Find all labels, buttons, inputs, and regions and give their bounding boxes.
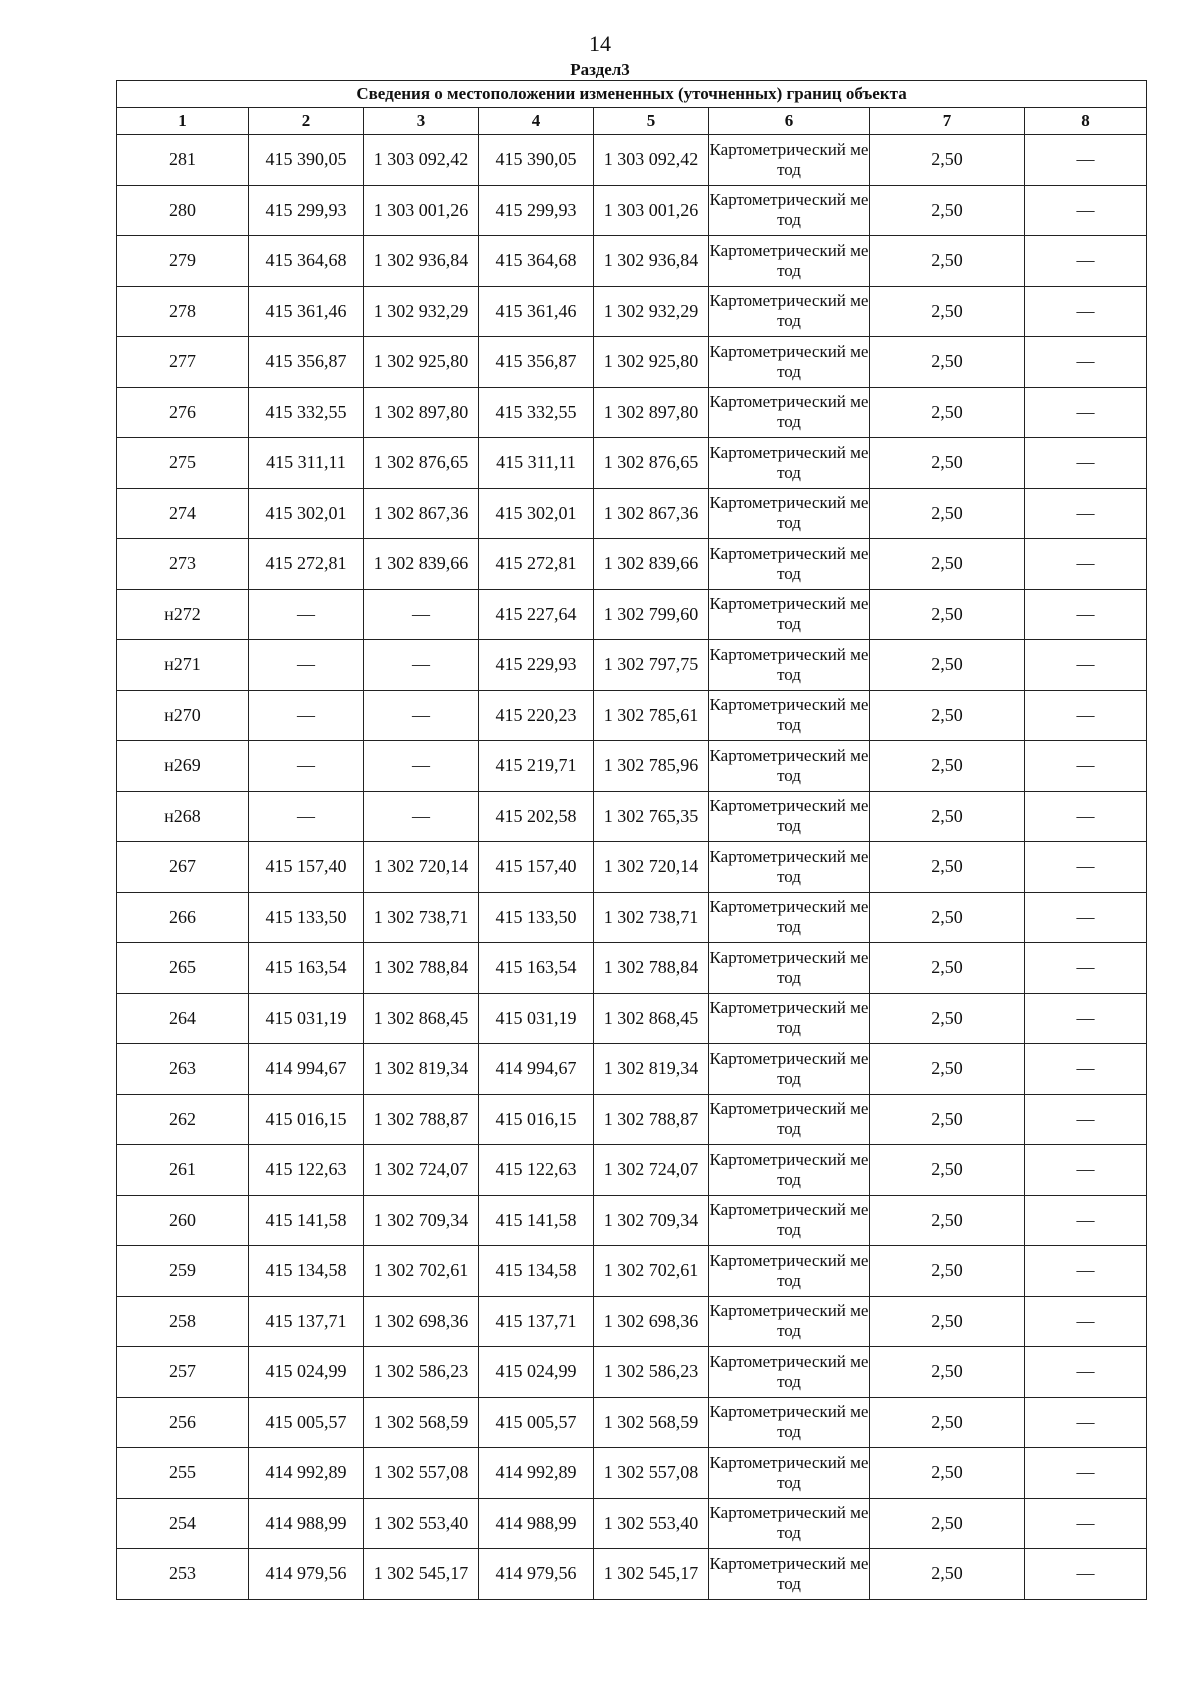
accuracy-cell: 2,50 <box>870 791 1025 842</box>
old-x-cell: — <box>249 640 364 691</box>
method-cell: Картометрический метод <box>709 1347 870 1398</box>
new-x-cell: 415 361,46 <box>479 286 594 337</box>
description-cell: — <box>1025 185 1147 236</box>
table-row <box>117 1448 1147 1499</box>
table-row <box>117 1094 1147 1145</box>
new-y-cell: 1 302 788,87 <box>594 1094 709 1145</box>
point-number-cell: 274 <box>117 488 249 539</box>
table-row <box>117 337 1147 388</box>
table-row <box>117 1397 1147 1448</box>
accuracy-cell: 2,50 <box>870 286 1025 337</box>
old-y-cell: 1 302 553,40 <box>364 1498 479 1549</box>
old-x-cell: 415 299,93 <box>249 185 364 236</box>
point-number-cell: 258 <box>117 1296 249 1347</box>
table-row <box>117 589 1147 640</box>
description-cell: — <box>1025 387 1147 438</box>
method-cell: Картометрический метод <box>709 236 870 287</box>
description-cell: — <box>1025 842 1147 893</box>
table-row <box>117 488 1147 539</box>
table-row <box>117 1296 1147 1347</box>
old-y-cell: 1 302 867,36 <box>364 488 479 539</box>
new-x-cell: 415 229,93 <box>479 640 594 691</box>
accuracy-cell: 2,50 <box>870 387 1025 438</box>
description-cell: — <box>1025 741 1147 792</box>
new-x-cell: 415 163,54 <box>479 943 594 994</box>
old-x-cell: 415 302,01 <box>249 488 364 539</box>
table-row <box>117 539 1147 590</box>
method-cell: Картометрический метод <box>709 438 870 489</box>
accuracy-cell: 2,50 <box>870 135 1025 186</box>
new-y-cell: 1 302 932,29 <box>594 286 709 337</box>
section-title: Раздел3 <box>570 60 630 79</box>
column-header: 7 <box>870 108 1025 135</box>
table-row <box>117 438 1147 489</box>
method-cell: Картометрический метод <box>709 640 870 691</box>
point-number-cell: 263 <box>117 1044 249 1095</box>
old-y-cell: 1 302 568,59 <box>364 1397 479 1448</box>
column-header: 6 <box>709 108 870 135</box>
new-y-cell: 1 302 720,14 <box>594 842 709 893</box>
old-y-cell: — <box>364 791 479 842</box>
old-y-cell: — <box>364 741 479 792</box>
point-number-cell: н269 <box>117 741 249 792</box>
new-x-cell: 415 141,58 <box>479 1195 594 1246</box>
new-y-cell: 1 302 724,07 <box>594 1145 709 1196</box>
old-y-cell: 1 302 709,34 <box>364 1195 479 1246</box>
description-cell: — <box>1025 337 1147 388</box>
table-row <box>117 1195 1147 1246</box>
new-x-cell: 415 157,40 <box>479 842 594 893</box>
new-x-cell: 415 031,19 <box>479 993 594 1044</box>
accuracy-cell: 2,50 <box>870 1498 1025 1549</box>
method-cell: Картометрический метод <box>709 892 870 943</box>
new-x-cell: 415 299,93 <box>479 185 594 236</box>
old-y-cell: 1 302 932,29 <box>364 286 479 337</box>
method-cell: Картометрический метод <box>709 1498 870 1549</box>
point-number-cell: 266 <box>117 892 249 943</box>
old-x-cell: 415 272,81 <box>249 539 364 590</box>
accuracy-cell: 2,50 <box>870 1094 1025 1145</box>
method-cell: Картометрический метод <box>709 1044 870 1095</box>
table-row <box>117 1145 1147 1196</box>
new-y-cell: 1 302 799,60 <box>594 589 709 640</box>
table-row <box>117 387 1147 438</box>
new-y-cell: 1 302 839,66 <box>594 539 709 590</box>
column-number-row <box>117 108 1147 135</box>
old-y-cell: 1 302 819,34 <box>364 1044 479 1095</box>
method-cell: Картометрический метод <box>709 943 870 994</box>
accuracy-cell: 2,50 <box>870 1195 1025 1246</box>
accuracy-cell: 2,50 <box>870 892 1025 943</box>
point-number-cell: 265 <box>117 943 249 994</box>
old-x-cell: 415 141,58 <box>249 1195 364 1246</box>
point-number-cell: 260 <box>117 1195 249 1246</box>
new-y-cell: 1 302 876,65 <box>594 438 709 489</box>
old-y-cell: 1 302 724,07 <box>364 1145 479 1196</box>
method-cell: Картометрический метод <box>709 337 870 388</box>
accuracy-cell: 2,50 <box>870 1044 1025 1095</box>
method-cell: Картометрический метод <box>709 791 870 842</box>
new-y-cell: 1 302 702,61 <box>594 1246 709 1297</box>
old-y-cell: 1 302 876,65 <box>364 438 479 489</box>
accuracy-cell: 2,50 <box>870 438 1025 489</box>
description-cell: — <box>1025 993 1147 1044</box>
point-number-cell: 278 <box>117 286 249 337</box>
table-row <box>117 1498 1147 1549</box>
old-y-cell: 1 302 557,08 <box>364 1448 479 1499</box>
accuracy-cell: 2,50 <box>870 488 1025 539</box>
column-header: 5 <box>594 108 709 135</box>
table-row <box>117 286 1147 337</box>
new-y-cell: 1 302 797,75 <box>594 640 709 691</box>
old-x-cell: 414 994,67 <box>249 1044 364 1095</box>
new-y-cell: 1 302 738,71 <box>594 892 709 943</box>
new-x-cell: 414 979,56 <box>479 1549 594 1600</box>
column-header: 2 <box>249 108 364 135</box>
new-y-cell: 1 302 765,35 <box>594 791 709 842</box>
new-y-cell: 1 302 557,08 <box>594 1448 709 1499</box>
new-y-cell: 1 302 925,80 <box>594 337 709 388</box>
method-cell: Картометрический метод <box>709 993 870 1044</box>
accuracy-cell: 2,50 <box>870 337 1025 388</box>
table-row <box>117 135 1147 186</box>
table-body <box>117 135 1147 1600</box>
point-number-cell: 261 <box>117 1145 249 1196</box>
table-row <box>117 842 1147 893</box>
accuracy-cell: 2,50 <box>870 690 1025 741</box>
point-number-cell: 253 <box>117 1549 249 1600</box>
accuracy-cell: 2,50 <box>870 1549 1025 1600</box>
description-cell: — <box>1025 690 1147 741</box>
old-x-cell: — <box>249 741 364 792</box>
point-number-cell: 279 <box>117 236 249 287</box>
description-cell: — <box>1025 640 1147 691</box>
description-cell: — <box>1025 1448 1147 1499</box>
point-number-cell: 262 <box>117 1094 249 1145</box>
old-x-cell: 415 364,68 <box>249 236 364 287</box>
new-x-cell: 415 134,58 <box>479 1246 594 1297</box>
method-cell: Картометрический метод <box>709 1246 870 1297</box>
old-x-cell: — <box>249 589 364 640</box>
old-y-cell: 1 302 925,80 <box>364 337 479 388</box>
method-cell: Картометрический метод <box>709 286 870 337</box>
new-x-cell: 415 390,05 <box>479 135 594 186</box>
new-x-cell: 415 024,99 <box>479 1347 594 1398</box>
page-number: 14 <box>589 31 611 56</box>
new-x-cell: 415 005,57 <box>479 1397 594 1448</box>
method-cell: Картометрический метод <box>709 1296 870 1347</box>
new-x-cell: 415 220,23 <box>479 690 594 741</box>
new-x-cell: 415 302,01 <box>479 488 594 539</box>
old-x-cell: 415 016,15 <box>249 1094 364 1145</box>
point-number-cell: 255 <box>117 1448 249 1499</box>
new-y-cell: 1 302 868,45 <box>594 993 709 1044</box>
description-cell: — <box>1025 892 1147 943</box>
method-cell: Картометрический метод <box>709 589 870 640</box>
point-number-cell: 257 <box>117 1347 249 1398</box>
accuracy-cell: 2,50 <box>870 842 1025 893</box>
new-y-cell: 1 302 785,61 <box>594 690 709 741</box>
old-y-cell: 1 302 788,84 <box>364 943 479 994</box>
old-x-cell: 415 356,87 <box>249 337 364 388</box>
accuracy-cell: 2,50 <box>870 539 1025 590</box>
new-x-cell: 414 992,89 <box>479 1448 594 1499</box>
table-row <box>117 1044 1147 1095</box>
point-number-cell: 280 <box>117 185 249 236</box>
column-header: 3 <box>364 108 479 135</box>
new-y-cell: 1 303 001,26 <box>594 185 709 236</box>
old-x-cell: 415 005,57 <box>249 1397 364 1448</box>
point-number-cell: 254 <box>117 1498 249 1549</box>
method-cell: Картометрический метод <box>709 135 870 186</box>
point-number-cell: н270 <box>117 690 249 741</box>
method-cell: Картометрический метод <box>709 1195 870 1246</box>
new-x-cell: 415 016,15 <box>479 1094 594 1145</box>
old-x-cell: — <box>249 690 364 741</box>
table-row <box>117 690 1147 741</box>
table-caption-row <box>117 81 1147 108</box>
table-row <box>117 1347 1147 1398</box>
table-row <box>117 640 1147 691</box>
new-y-cell: 1 302 568,59 <box>594 1397 709 1448</box>
old-y-cell: — <box>364 690 479 741</box>
accuracy-cell: 2,50 <box>870 1145 1025 1196</box>
accuracy-cell: 2,50 <box>870 1347 1025 1398</box>
new-x-cell: 415 356,87 <box>479 337 594 388</box>
column-header: 1 <box>117 108 249 135</box>
accuracy-cell: 2,50 <box>870 589 1025 640</box>
coordinates-table <box>116 80 1147 1600</box>
method-cell: Картометрический метод <box>709 185 870 236</box>
new-x-cell: 415 202,58 <box>479 791 594 842</box>
method-cell: Картометрический метод <box>709 539 870 590</box>
accuracy-cell: 2,50 <box>870 741 1025 792</box>
old-x-cell: 415 137,71 <box>249 1296 364 1347</box>
new-y-cell: 1 302 545,17 <box>594 1549 709 1600</box>
new-x-cell: 415 332,55 <box>479 387 594 438</box>
table-row <box>117 185 1147 236</box>
method-cell: Картометрический метод <box>709 1448 870 1499</box>
description-cell: — <box>1025 438 1147 489</box>
method-cell: Картометрический метод <box>709 387 870 438</box>
old-x-cell: 414 992,89 <box>249 1448 364 1499</box>
description-cell: — <box>1025 1549 1147 1600</box>
old-y-cell: 1 302 702,61 <box>364 1246 479 1297</box>
table-row <box>117 1246 1147 1297</box>
point-number-cell: 277 <box>117 337 249 388</box>
accuracy-cell: 2,50 <box>870 1397 1025 1448</box>
point-number-cell: 264 <box>117 993 249 1044</box>
new-y-cell: 1 302 788,84 <box>594 943 709 994</box>
new-y-cell: 1 302 709,34 <box>594 1195 709 1246</box>
description-cell: — <box>1025 1145 1147 1196</box>
description-cell: — <box>1025 488 1147 539</box>
description-cell: — <box>1025 1397 1147 1448</box>
old-y-cell: 1 302 545,17 <box>364 1549 479 1600</box>
accuracy-cell: 2,50 <box>870 1296 1025 1347</box>
description-cell: — <box>1025 135 1147 186</box>
description-cell: — <box>1025 1195 1147 1246</box>
point-number-cell: 259 <box>117 1246 249 1297</box>
accuracy-cell: 2,50 <box>870 993 1025 1044</box>
old-x-cell: — <box>249 791 364 842</box>
description-cell: — <box>1025 791 1147 842</box>
method-cell: Картометрический метод <box>709 690 870 741</box>
table-row <box>117 943 1147 994</box>
description-cell: — <box>1025 589 1147 640</box>
old-x-cell: 415 332,55 <box>249 387 364 438</box>
table-row <box>117 791 1147 842</box>
new-x-cell: 414 994,67 <box>479 1044 594 1095</box>
column-header: 4 <box>479 108 594 135</box>
new-y-cell: 1 302 553,40 <box>594 1498 709 1549</box>
description-cell: — <box>1025 943 1147 994</box>
old-x-cell: 415 133,50 <box>249 892 364 943</box>
old-x-cell: 415 361,46 <box>249 286 364 337</box>
description-cell: — <box>1025 286 1147 337</box>
new-x-cell: 415 364,68 <box>479 236 594 287</box>
new-x-cell: 415 219,71 <box>479 741 594 792</box>
accuracy-cell: 2,50 <box>870 640 1025 691</box>
column-header: 8 <box>1025 108 1147 135</box>
accuracy-cell: 2,50 <box>870 943 1025 994</box>
method-cell: Картометрический метод <box>709 1549 870 1600</box>
method-cell: Картометрический метод <box>709 488 870 539</box>
old-y-cell: 1 303 001,26 <box>364 185 479 236</box>
new-y-cell: 1 302 698,36 <box>594 1296 709 1347</box>
old-x-cell: 414 988,99 <box>249 1498 364 1549</box>
point-number-cell: 267 <box>117 842 249 893</box>
old-y-cell: 1 302 936,84 <box>364 236 479 287</box>
point-number-cell: 275 <box>117 438 249 489</box>
old-y-cell: 1 302 720,14 <box>364 842 479 893</box>
description-cell: — <box>1025 1246 1147 1297</box>
point-number-cell: 256 <box>117 1397 249 1448</box>
old-y-cell: 1 302 586,23 <box>364 1347 479 1398</box>
point-number-cell: 273 <box>117 539 249 590</box>
accuracy-cell: 2,50 <box>870 236 1025 287</box>
method-cell: Картометрический метод <box>709 1094 870 1145</box>
description-cell: — <box>1025 1498 1147 1549</box>
new-x-cell: 415 311,11 <box>479 438 594 489</box>
new-y-cell: 1 302 586,23 <box>594 1347 709 1398</box>
table-row <box>117 236 1147 287</box>
method-cell: Картометрический метод <box>709 741 870 792</box>
old-x-cell: 415 157,40 <box>249 842 364 893</box>
method-cell: Картометрический метод <box>709 1145 870 1196</box>
table-caption: Сведения о местоположении измененных (уточненных) границ объекта <box>117 81 1147 108</box>
point-number-cell: н271 <box>117 640 249 691</box>
new-y-cell: 1 302 819,34 <box>594 1044 709 1095</box>
new-x-cell: 415 227,64 <box>479 589 594 640</box>
old-x-cell: 415 311,11 <box>249 438 364 489</box>
old-x-cell: 415 031,19 <box>249 993 364 1044</box>
old-x-cell: 414 979,56 <box>249 1549 364 1600</box>
old-y-cell: — <box>364 640 479 691</box>
old-y-cell: 1 302 698,36 <box>364 1296 479 1347</box>
new-x-cell: 415 122,63 <box>479 1145 594 1196</box>
description-cell: — <box>1025 1347 1147 1398</box>
table-row <box>117 1549 1147 1600</box>
old-y-cell: 1 302 788,87 <box>364 1094 479 1145</box>
old-x-cell: 415 024,99 <box>249 1347 364 1398</box>
description-cell: — <box>1025 1094 1147 1145</box>
new-y-cell: 1 302 867,36 <box>594 488 709 539</box>
old-y-cell: 1 302 897,80 <box>364 387 479 438</box>
old-x-cell: 415 122,63 <box>249 1145 364 1196</box>
old-y-cell: 1 303 092,42 <box>364 135 479 186</box>
table-row <box>117 993 1147 1044</box>
old-y-cell: 1 302 839,66 <box>364 539 479 590</box>
description-cell: — <box>1025 1044 1147 1095</box>
old-y-cell: 1 302 738,71 <box>364 892 479 943</box>
old-x-cell: 415 163,54 <box>249 943 364 994</box>
point-number-cell: н272 <box>117 589 249 640</box>
point-number-cell: 281 <box>117 135 249 186</box>
new-y-cell: 1 302 897,80 <box>594 387 709 438</box>
description-cell: — <box>1025 1296 1147 1347</box>
old-y-cell: — <box>364 589 479 640</box>
accuracy-cell: 2,50 <box>870 1246 1025 1297</box>
new-x-cell: 414 988,99 <box>479 1498 594 1549</box>
new-y-cell: 1 302 936,84 <box>594 236 709 287</box>
new-x-cell: 415 137,71 <box>479 1296 594 1347</box>
point-number-cell: 276 <box>117 387 249 438</box>
new-y-cell: 1 303 092,42 <box>594 135 709 186</box>
table-row <box>117 741 1147 792</box>
accuracy-cell: 2,50 <box>870 185 1025 236</box>
accuracy-cell: 2,50 <box>870 1448 1025 1499</box>
new-y-cell: 1 302 785,96 <box>594 741 709 792</box>
new-x-cell: 415 272,81 <box>479 539 594 590</box>
method-cell: Картометрический метод <box>709 842 870 893</box>
description-cell: — <box>1025 539 1147 590</box>
table-row <box>117 892 1147 943</box>
description-cell: — <box>1025 236 1147 287</box>
old-x-cell: 415 390,05 <box>249 135 364 186</box>
old-y-cell: 1 302 868,45 <box>364 993 479 1044</box>
old-x-cell: 415 134,58 <box>249 1246 364 1297</box>
new-x-cell: 415 133,50 <box>479 892 594 943</box>
method-cell: Картометрический метод <box>709 1397 870 1448</box>
point-number-cell: н268 <box>117 791 249 842</box>
